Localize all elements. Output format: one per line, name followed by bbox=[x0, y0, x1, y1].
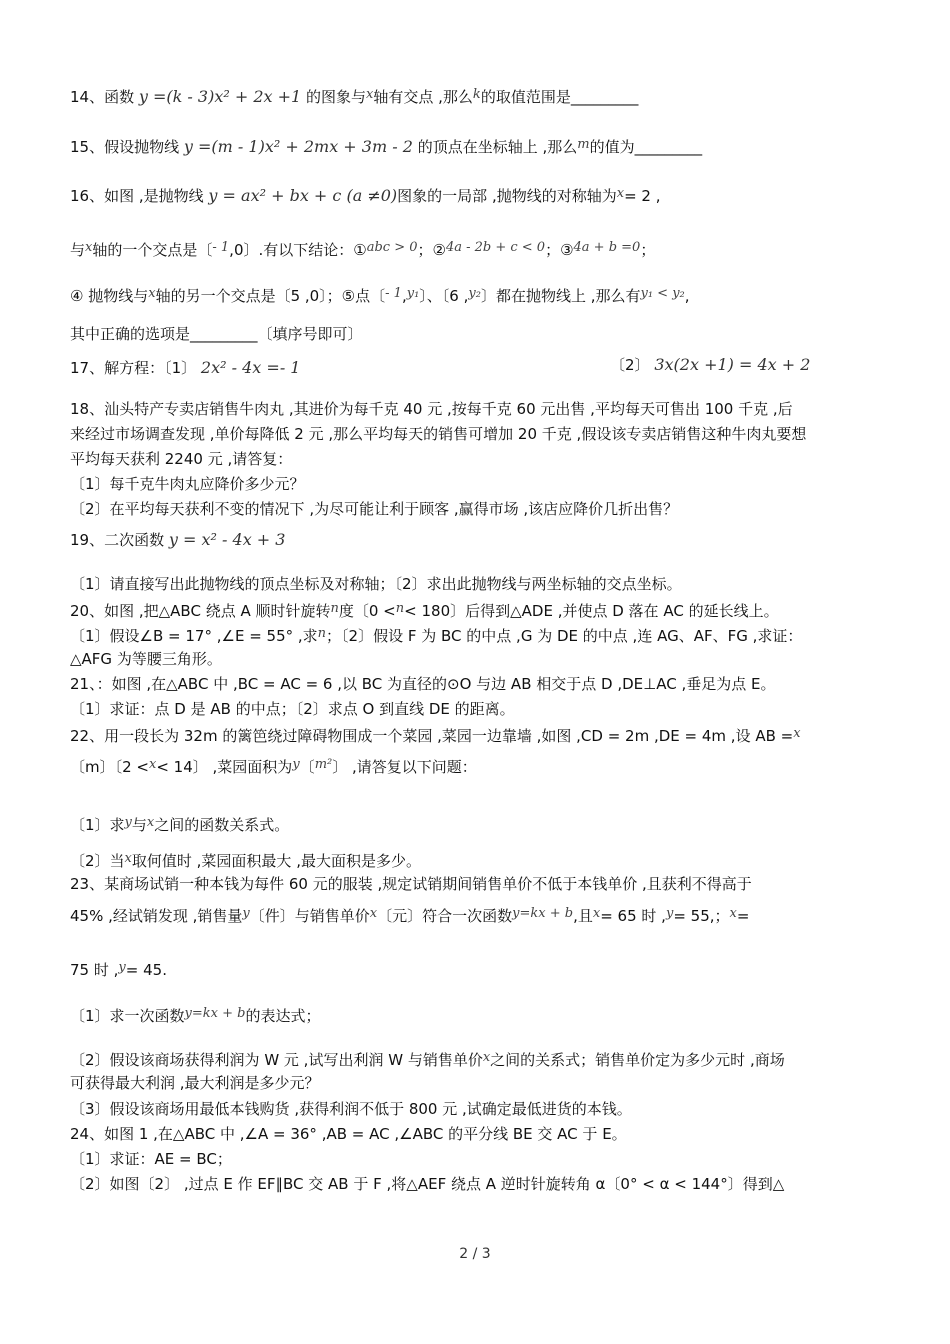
question-23-line5 bbox=[70, 1047, 890, 1071]
formula: n bbox=[330, 601, 339, 616]
text: 的取值范围是_________ bbox=[480, 88, 639, 106]
question-21-line1 bbox=[70, 673, 890, 695]
text: 图象的一局部 ,抛物线的对称轴为 bbox=[397, 187, 617, 205]
question-21-line2 bbox=[70, 698, 890, 720]
text: 〔m〕〔2 < bbox=[70, 758, 149, 776]
text: 轴的一个交点是〔 bbox=[92, 241, 213, 259]
question-23-line7 bbox=[70, 1098, 890, 1120]
question-18-line2 bbox=[70, 423, 890, 445]
question-20-line2 bbox=[70, 623, 890, 647]
text: 19、二次函数 bbox=[70, 531, 165, 549]
page-number: 2 / 3 bbox=[459, 1246, 491, 1262]
text: ；〔2〕假设 F 为 BC 的中点 ,G 为 DE 的中点 ,连 AG、AF、FG ,求证： bbox=[326, 627, 803, 645]
text: 取何值时 ,菜园面积最大 ,最大面积是多少。 bbox=[131, 852, 421, 870]
formula: 3x(2x +1) = 4x + 2 bbox=[654, 355, 811, 374]
text: 〔2〕在平均每天获利不变的情况下 ,为尽可能让利于顾客 ,赢得市场 ,该店应降价几折出售？ bbox=[70, 500, 679, 518]
formula: - 1 bbox=[385, 286, 402, 301]
text: 的图象与 bbox=[306, 88, 367, 106]
text: < 180〕后得到△ADE ,并使点 D 落在 AC 的延长线上。 bbox=[404, 602, 779, 620]
formula: x bbox=[124, 851, 132, 866]
question-19-line2 bbox=[70, 573, 890, 595]
text: ；② bbox=[417, 241, 446, 259]
question-18-line3 bbox=[70, 448, 890, 470]
question-19 bbox=[70, 529, 890, 551]
text: < 14〕 ,菜园面积为 bbox=[156, 758, 293, 776]
text: = bbox=[736, 907, 750, 925]
question-24-line3 bbox=[70, 1173, 890, 1195]
text: 〔1〕求一次函数 bbox=[70, 1007, 185, 1025]
question-24-line2 bbox=[70, 1148, 890, 1170]
question-14 bbox=[70, 84, 890, 108]
text: 75 时 , bbox=[70, 961, 119, 979]
text: △AFG 为等腰三角形。 bbox=[70, 650, 222, 668]
question-23-line6 bbox=[70, 1072, 890, 1094]
formula: y₂ bbox=[468, 286, 481, 301]
text: 〔1〕请直接写出此抛物线的顶点坐标及对称轴；〔2〕求出此抛物线与两坐标轴的交点坐标。 bbox=[70, 575, 682, 593]
text: 度〔0 < bbox=[338, 602, 396, 620]
text: 与 bbox=[70, 241, 86, 259]
formula: n bbox=[317, 626, 327, 641]
text: 其中正确的选项是_________〔填序号即可〕 bbox=[70, 325, 363, 343]
text: 〔元〕符合一次函数 bbox=[377, 907, 513, 925]
text: ；③ bbox=[545, 241, 574, 259]
text: 〔1〕求 bbox=[70, 816, 125, 834]
formula: x bbox=[85, 240, 93, 255]
text: ④ 抛物线与 bbox=[70, 287, 149, 305]
text: 〔2〕当 bbox=[70, 852, 125, 870]
text: 〔1〕求证：AE = BC； bbox=[70, 1150, 232, 1168]
text: 15、假设抛物线 bbox=[70, 138, 180, 156]
text: 〕 ,请答复以下问题： bbox=[332, 758, 477, 776]
text: 23、某商场试销一种本钱为每件 60 元的服装 ,规定试销期间销售单价不低于本钱单价 ,且获利不得高于 bbox=[70, 875, 752, 893]
question-23-line2 bbox=[70, 903, 890, 927]
question-22-line3 bbox=[70, 812, 890, 836]
text: ； bbox=[640, 241, 656, 259]
text: 〕、〔6 , bbox=[419, 287, 469, 305]
text: 平均每天获利 2240 元 ,请答复： bbox=[70, 450, 293, 468]
formula: n bbox=[395, 601, 405, 616]
text: 22、用一段长为 32m 的篱笆绕过障碍物围成一个菜园 ,菜园一边靠墙 ,如图 ,CD = 2m ,DE = 4m ,设 AB = bbox=[70, 727, 794, 745]
formula: 4a + b =0 bbox=[573, 240, 641, 255]
text: 45% ,经试销发现 ,销售量 bbox=[70, 907, 243, 925]
text: 〔3〕假设该商场用最低本钱购货 ,获得利润不低于 800 元 ,试确定最低进货的本钱。 bbox=[70, 1100, 632, 1118]
question-18-line5 bbox=[70, 498, 890, 520]
question-16-line1 bbox=[70, 183, 890, 207]
text: 来经过市场调查发现 ,单价每降低 2 元 ,那么平均每天的销售可增加 20 千克 ,假设该专卖店销售这种牛肉丸要想 bbox=[70, 425, 807, 443]
formula: x bbox=[793, 726, 801, 741]
formula: y =(m - 1)x² + 2mx + 3m - 2 bbox=[183, 137, 413, 156]
question-15 bbox=[70, 134, 890, 158]
formula: 4a - 2b + c < 0 bbox=[445, 240, 546, 255]
question-20-line1 bbox=[70, 598, 890, 622]
text: 〔1〕每千克牛肉丸应降价多少元？ bbox=[70, 475, 305, 493]
question-23-line1 bbox=[70, 873, 890, 895]
text: 〔1〕假设∠B = 17° ,∠E = 55° ,求 bbox=[70, 627, 318, 645]
formula: x bbox=[729, 906, 737, 921]
formula: y bbox=[292, 757, 300, 772]
formula: m² bbox=[314, 757, 333, 772]
question-17-part2 bbox=[610, 354, 890, 376]
formula: x bbox=[592, 906, 601, 921]
question-23-line4 bbox=[70, 1003, 890, 1027]
text: ,0〕.有以下结论：① bbox=[229, 241, 367, 259]
formula: x bbox=[616, 186, 625, 201]
formula: m bbox=[577, 137, 590, 152]
question-16-line4 bbox=[70, 323, 890, 345]
text: 21、：如图 ,在△ABC 中 ,BC = AC = 6 ,以 BC 为直径的⊙O 与边 AB 相交于点 D ,DE⊥AC ,垂足为点 E。 bbox=[70, 675, 776, 693]
question-24-line1 bbox=[70, 1123, 890, 1145]
text: 〔 bbox=[299, 758, 315, 776]
text: 〔2〕 bbox=[610, 356, 650, 374]
question-18-line1 bbox=[70, 398, 890, 420]
text: , bbox=[684, 287, 690, 305]
text: = 45. bbox=[125, 961, 167, 979]
text: , bbox=[401, 287, 407, 305]
formula: k bbox=[472, 87, 481, 102]
formula: y₁ bbox=[406, 286, 420, 301]
formula: y = x² - 4x + 3 bbox=[168, 530, 286, 549]
formula: x bbox=[366, 87, 374, 102]
formula: - 1 bbox=[212, 240, 230, 255]
formula: y =(k - 3)x² + 2x +1 bbox=[138, 87, 302, 106]
text: = 2 , bbox=[624, 187, 661, 205]
formula: y bbox=[665, 906, 674, 921]
text: = 65 时 , bbox=[600, 907, 666, 925]
text: 20、如图 ,把△ABC 绕点 A 顺时针旋转 bbox=[70, 602, 331, 620]
formula: x bbox=[149, 757, 157, 772]
formula: x bbox=[148, 286, 156, 301]
question-22-line1 bbox=[70, 723, 890, 747]
formula: x bbox=[146, 815, 155, 830]
text: 〔件〕与销售单价 bbox=[249, 907, 370, 925]
question-23-line3 bbox=[70, 957, 890, 981]
question-18-line4 bbox=[70, 473, 890, 495]
text: ,且 bbox=[573, 907, 593, 925]
text: = 55,； bbox=[673, 907, 730, 925]
text: 〕都在抛物线上 ,那么有 bbox=[480, 287, 641, 305]
formula: y bbox=[124, 815, 132, 830]
formula: y bbox=[118, 960, 126, 975]
question-22-line4 bbox=[70, 848, 890, 872]
text: 与 bbox=[131, 816, 147, 834]
text: 24、如图 1 ,在△ABC 中 ,∠A = 36° ,AB = AC ,∠ABC 的平分线 BE 交 AC 于 E。 bbox=[70, 1125, 627, 1143]
text: 之间的函数关系式。 bbox=[154, 816, 290, 834]
text: 〔2〕假设该商场获得利润为 W 元 ,试写出利润 W 与销售单价 bbox=[70, 1051, 483, 1069]
text: 的值为_________ bbox=[589, 138, 703, 156]
text: 轴的另一个交点是〔5 ,0〕；⑤点〔 bbox=[155, 287, 386, 305]
text: 17、解方程：〔1〕 bbox=[70, 359, 197, 377]
text: 16、如图 ,是抛物线 bbox=[70, 187, 204, 205]
text: 18、汕头特产专卖店销售牛肉丸 ,其进价为每千克 40 元 ,按每千克 60 元出售 ,平均每天可售出 100 千克 ,后 bbox=[70, 400, 793, 418]
text: 的顶点在坐标轴上 ,那么 bbox=[417, 138, 578, 156]
text: 的表达式； bbox=[245, 1007, 321, 1025]
text: 之间的关系式；销售单价定为多少元时 ,商场 bbox=[490, 1051, 785, 1069]
formula: y=kx + b bbox=[184, 1006, 246, 1021]
question-16-line3 bbox=[70, 283, 890, 307]
question-20-line3 bbox=[70, 648, 890, 670]
formula: y=kx + b bbox=[512, 906, 574, 921]
question-16-line2 bbox=[70, 237, 890, 261]
text: 可获得最大利润 ,最大利润是多少元？ bbox=[70, 1074, 320, 1092]
formula: y = ax² + bx + c (a ≠0) bbox=[208, 186, 398, 205]
formula: x bbox=[482, 1050, 491, 1065]
question-22-line2 bbox=[70, 754, 890, 778]
text: 〔1〕求证：点 D 是 AB 的中点；〔2〕求点 O 到直线 DE 的距离。 bbox=[70, 700, 515, 718]
formula: y₁ < y₂ bbox=[640, 286, 685, 301]
formula: abc > 0 bbox=[366, 240, 418, 255]
formula: 2x² - 4x =- 1 bbox=[200, 358, 301, 377]
formula: x bbox=[369, 906, 378, 921]
text: 轴有交点 ,那么 bbox=[373, 88, 473, 106]
formula: y bbox=[242, 906, 250, 921]
text: 14、函数 bbox=[70, 88, 135, 106]
text: 〔2〕如图〔2〕 ,过点 E 作 EF∥BC 交 AB 于 F ,将△AEF 绕点 A 逆时针旋转角 α〔0° < α < 144°〕得到△ bbox=[70, 1175, 785, 1193]
